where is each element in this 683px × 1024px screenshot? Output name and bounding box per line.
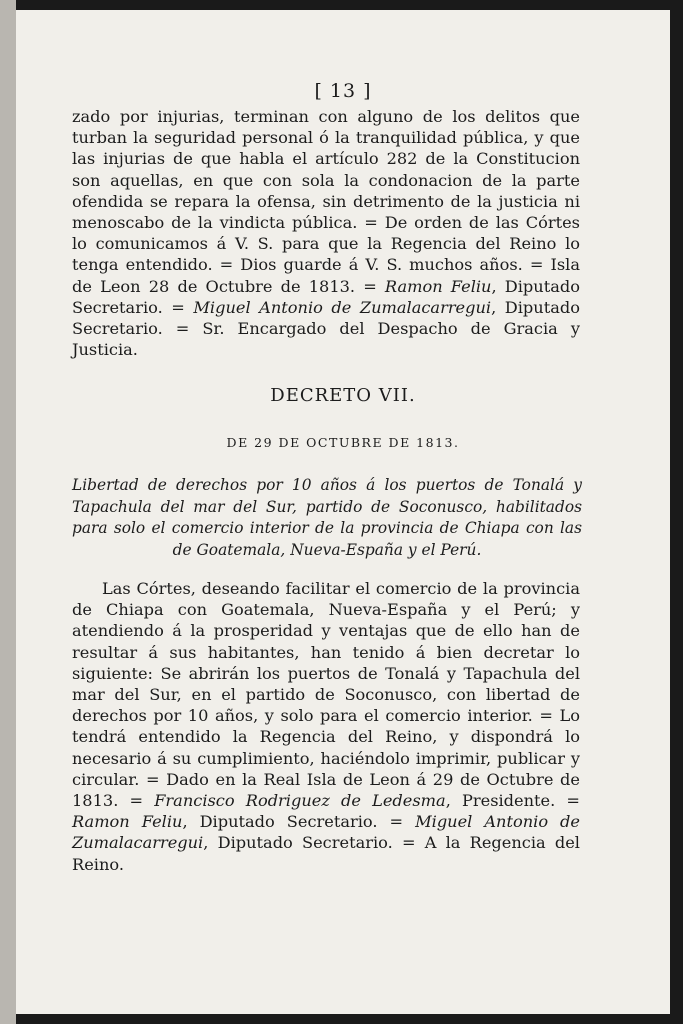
signer-name: Miguel Antonio de Zumalacarregui (72, 812, 580, 853)
page-number: [ 13 ] (314, 80, 372, 102)
signer-name: Ramon Feliu (384, 276, 492, 296)
main-text-b: , Presidente. = (445, 791, 580, 811)
top-text-a: zado por injurias, terminan con alguno de los delitos que turban la seguridad personal ó la tranquilidad pública, y que las injurias de que habla el artículo 282 de la Constitucion son aquellas, en que con sola la condonacion de la parte ofendida se repara la ofensa, sin detrimento de la justicia ni menoscabo de la vindicta pública. = De orden de las Córtes lo comunicamos á V. S. para que la Regencia del Reino lo tenga entendido. = Dios guarde á V. S. muchos años. = Isla de Leon 28 de Octubre de 1813. = (72, 107, 580, 296)
decree-summary: Libertad de derechos por 10 años á los puertos de Tonalá y Tapachula del mar del Sur, partido de Soconusco, habilitados para solo el comercio interior de la provincia de Chiapa con las de Goatemala, Nueva-España y el Perú. (72, 476, 582, 559)
decree-title: DECRETO VII. (270, 385, 416, 406)
main-paragraph (72, 578, 580, 875)
main-text-a: Las Córtes, deseando facilitar el comercio de la provincia de Chiapa con Goatemala, Nueva-España y el Perú; y atendiendo á la prosperidad y ventajas que de ello han de resultar á sus habitantes, han tenido á bien decretar lo siguiente: Se abrirán los puertos de Tonalá y Tapachula del mar del Sur, en el partido de Soconusco, con libertad de derechos por 10 años, y solo para el comercio interior. = Lo tendrá entendido la Regencia del Reino, y dispondrá lo necesario á su cumplimiento, haciéndolo imprimir, publicar y circular. = Dado en la Real Isla de Leon á 29 de Octubre de 1813. = (72, 579, 580, 811)
decree-date: DE 29 DE OCTUBRE DE 1813. (226, 435, 460, 450)
book-spine (0, 0, 16, 1024)
signer-name: Francisco Rodriguez de Ledesma (154, 791, 446, 811)
signer-name: Ramon Feliu (72, 812, 183, 832)
top-text-c: , Diputado Secretario. = Sr. Encargado del Despacho de Gracia y Justicia. (72, 297, 580, 360)
main-text-c: , Diputado Secretario. = (182, 812, 416, 832)
book-page (16, 10, 670, 1014)
top-paragraph (72, 106, 580, 360)
top-text-b: , Diputado Secretario. = (72, 276, 580, 317)
main-text-d: , Diputado Secretario. = A la Regencia del Reino. (72, 833, 580, 874)
signer-name: Miguel Antonio de Zumalacarregui (193, 297, 492, 317)
